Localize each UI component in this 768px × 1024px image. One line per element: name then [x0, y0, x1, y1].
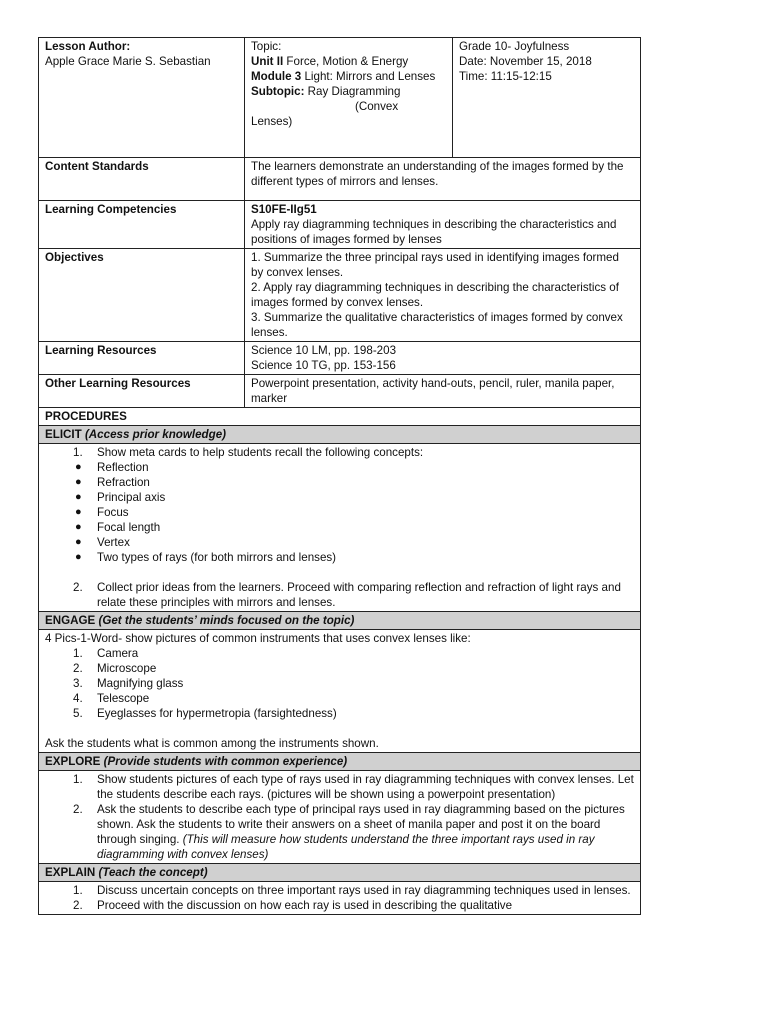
subtopic-line-2: (Convex: [355, 100, 399, 113]
objectives-cell: [245, 249, 641, 342]
explain-heading: EXPLAIN (Teach the concept): [38, 864, 641, 882]
competency-code: S10FE-IIg51: [251, 203, 317, 216]
objectives-row: [39, 249, 641, 342]
list-item: 2. Collect prior ideas from the learners. Proceed with comparing reflection and refraction of light rays and relate these principles with mirrors and lenses.: [73, 581, 621, 609]
explore-body: [38, 771, 641, 864]
resource-item: Science 10 LM, pp. 198-203: [251, 344, 397, 357]
list-item: ● Focus: [75, 506, 129, 519]
instrument-list: [45, 646, 634, 721]
bullet-icon: ●: [75, 506, 82, 518]
other-resources-value: Powerpoint presentation, activity hand-outs, pencil, ruler, manila paper, marker: [245, 375, 641, 408]
list-item: ● Refraction: [75, 476, 150, 489]
grade-section: Grade 10- Joyfulness: [459, 40, 570, 53]
objective-item: 3. Summarize the qualitative characteristics of images formed by convex lenses.: [251, 311, 623, 339]
list-item: ● Focal length: [75, 521, 161, 534]
other-resources-label: Other Learning Resources: [39, 375, 245, 408]
lesson-header-table: [38, 37, 641, 408]
resources-row: [39, 342, 641, 375]
bullet-icon: ●: [75, 536, 82, 548]
subtopic-line-3: Lenses): [251, 115, 293, 128]
explore-heading: EXPLORE (Provide students with common experience): [38, 753, 641, 771]
explain-body: [38, 882, 641, 915]
list-item: 2. Microscope: [73, 662, 157, 675]
elicit-heading: ELICIT (Access prior knowledge): [38, 426, 641, 444]
resources-cell: [245, 342, 641, 375]
competencies-row: [39, 201, 641, 249]
list-item: ● Reflection: [75, 461, 149, 474]
author-name: Apple Grace Marie S. Sebastian: [45, 55, 211, 68]
content-standards-label: Content Standards: [39, 158, 245, 201]
elicit-body: [38, 444, 641, 612]
objective-item: 1. Summarize the three principal rays used in identifying images formed by convex lenses.: [251, 251, 619, 279]
author-label: Lesson Author:: [45, 40, 131, 53]
topic-label: Topic:: [251, 40, 282, 53]
bullet-icon: ●: [75, 476, 82, 488]
bullet-icon: ●: [75, 521, 82, 533]
list-item: 1. Show students pictures of each type of rays used in ray diagramming techniques with convex lenses. Let the students describe each rays. (pictures will be shown using a powerpoint presentation): [73, 773, 634, 801]
subtopic-line: Subtopic: Ray Diagramming: [251, 85, 401, 98]
list-item: 1. Discuss uncertain concepts on three important rays used in ray diagramming techniques used in lenses.: [73, 884, 631, 897]
list-item: ● Two types of rays (for both mirrors and lenses): [75, 551, 337, 564]
list-item: ● Principal axis: [75, 491, 166, 504]
list-item: ● Vertex: [75, 536, 130, 549]
author-cell: [39, 38, 245, 158]
elicit-concepts-list: [45, 460, 634, 565]
bullet-icon: ●: [75, 461, 82, 473]
competency-value: Apply ray diagramming techniques in describing the characteristics and positions of images formed by lenses: [251, 218, 617, 246]
engage-heading: ENGAGE (Get the students’ minds focused on the topic): [38, 612, 641, 630]
other-resources-row: [39, 375, 641, 408]
lesson-date: Date: November 15, 2018: [459, 55, 592, 68]
lesson-time: Time: 11:15-12:15: [459, 70, 552, 83]
list-item: 1. Camera: [73, 647, 139, 660]
competencies-label: Learning Competencies: [39, 201, 245, 249]
competencies-cell: [245, 201, 641, 249]
schedule-cell: [453, 38, 641, 158]
engage-body: [38, 630, 641, 753]
resource-item: Science 10 TG, pp. 153-156: [251, 359, 396, 372]
resources-label: Learning Resources: [39, 342, 245, 375]
list-item: 3. Magnifying glass: [73, 677, 184, 690]
lesson-plan-document: [38, 37, 641, 915]
content-standards-row: [39, 158, 641, 201]
list-item: 1. Show meta cards to help students recall the following concepts:: [73, 446, 424, 459]
bullet-icon: ●: [75, 551, 82, 563]
content-standards-value: The learners demonstrate an understanding of the images formed by the different types of mirrors and lenses.: [245, 158, 641, 201]
list-item: 2. Proceed with the discussion on how each ray is used in describing the qualitative: [73, 899, 513, 912]
engage-closing: Ask the students what is common among the instruments shown.: [45, 737, 379, 750]
unit-line: Unit II Force, Motion & Energy: [251, 55, 409, 68]
objectives-label: Objectives: [39, 249, 245, 342]
list-item: 4. Telescope: [73, 692, 150, 705]
module-line: Module 3 Light: Mirrors and Lenses: [251, 70, 436, 83]
topic-cell: [245, 38, 453, 158]
header-row: [39, 38, 641, 158]
list-item: 2. Ask the students to describe each type of principal rays used in ray diagramming based on the pictures shown. Ask the students to write their answers on a sheet of manila paper and post it on the board through singing. (This will measure how students understand the three important rays used in ray diagramming with convex lenses): [73, 803, 625, 861]
bullet-icon: ●: [75, 491, 82, 503]
procedures-heading: PROCEDURES: [38, 408, 641, 426]
objective-item: 2. Apply ray diagramming techniques in describing the characteristics of images formed by convex lenses.: [251, 281, 619, 309]
list-item: 5. Eyeglasses for hypermetropia (farsightedness): [73, 707, 337, 720]
engage-intro: 4 Pics-1-Word- show pictures of common instruments that uses convex lenses like:: [45, 632, 471, 645]
